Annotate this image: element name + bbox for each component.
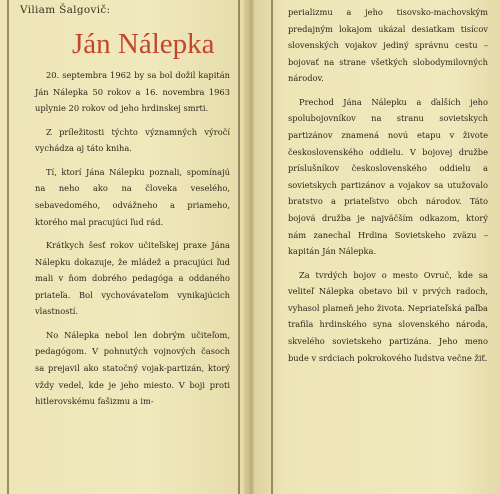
paragraph: Za tvrdých bojov o mesto Ovruč, kde sa veliteľ Nálepka obetavo bil v prvých radoch, vyhasol plameň jeho života. Nepriateľská paľba trafila hrdinského syna slovenského národa, skvelého sovietskeho partizána. Jeho meno bude v srdciach pokrokového ľudstva večne žiť.: [288, 269, 488, 363]
left-text-column: [35, 67, 230, 417]
left-inner-rule: [238, 0, 240, 494]
paragraph: Tí, ktorí Jána Nálepku poznali, spomínajú na neho ako na človeka veselého, sebavedomého, odvážneho a priameho, ktorého mal pracujúci ľud rád.: [35, 166, 230, 227]
right-page: [254, 0, 500, 494]
paragraph: Krátkych šesť rokov učiteľskej praxe Jána Nálepku dokazuje, že mládež a pracujúci ľud mali v ňom dobrého pedagóga a oddaného priateľa. Bol vychovávateľom vynikajúcich vlastností.: [35, 240, 230, 317]
paragraph: 20. septembra 1962 by sa bol dožil kapitán Ján Nálepka 50 rokov a 16. novembra 1963 uplynie 20 rokov od jeho hrdinskej smrti.: [35, 70, 230, 114]
paragraph: Prechod Jána Nálepku a ďalších jeho spolubojovníkov na stranu sovietskych partizánov znamená novú etapu v živote československého oddielu. V bojovej družbe príslušníkov československého oddielu a sovietskych partizánov a vojakov sa utužovalo bratstvo a priateľstvo obch národov. Táto bojová družba je najväčším odkazom, ktorý nám zanechal Hrdina Sovietskeho zväzu – kapitán Ján Nálepka.: [288, 96, 488, 257]
chapter-title: Ján Nálepka: [72, 28, 215, 60]
left-margin-rule: [7, 0, 9, 494]
left-page: [0, 0, 246, 494]
paragraph: Z príležitosti týchto významných výročí vychádza aj táto kniha.: [35, 126, 230, 154]
right-text-column: [288, 4, 488, 373]
right-margin-rule: [271, 0, 273, 494]
paragraph: No Nálepka nebol len dobrým učiteľom, pedagógom. V pohnutých vojnových časoch sa prejavil ako statočný vojak-partizán, ktorý vždy vedel, kde je jeho miesto. V boji proti hitlerovskému fašizmu a im-: [35, 329, 230, 407]
author-name: Viliam Šalgovič:: [20, 4, 111, 16]
paragraph: perializmu a jeho tisovsko-machovským predajným lokajom ukázal desiatkam tisícov slovenských vojakov jediný správnu cestu – bojovať na strane všetkých slobodymilovných národov.: [288, 7, 488, 84]
